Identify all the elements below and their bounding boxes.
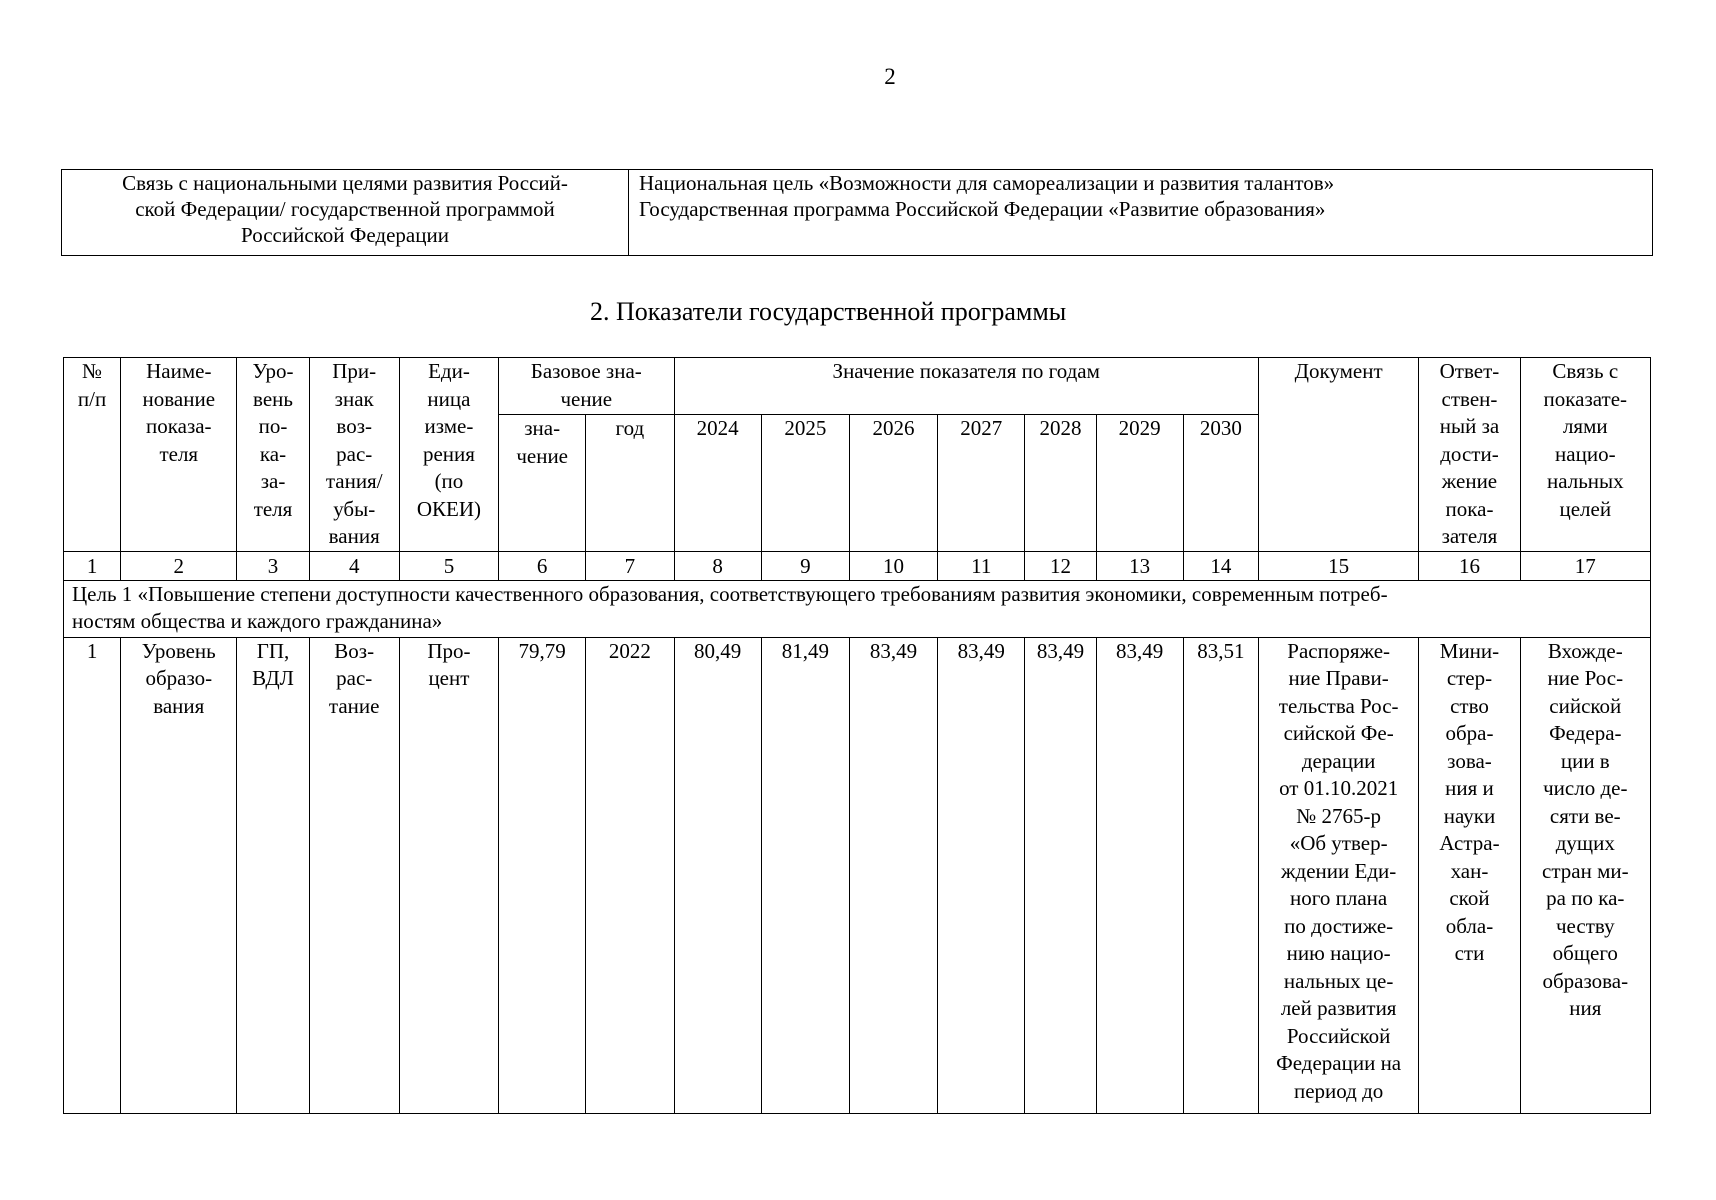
cell-line: ствен-: [1441, 386, 1498, 411]
cell-line: Еди-: [428, 359, 470, 383]
header-num: [64, 358, 121, 552]
cell-line: честву: [1555, 913, 1615, 938]
column-number: 6: [499, 551, 586, 580]
cell-line: Федера-: [1549, 721, 1622, 745]
cell-line: жение: [1441, 469, 1498, 493]
cell-line: год: [615, 416, 645, 441]
cell-line: вания: [328, 524, 380, 548]
cell-line: по достиже-: [1284, 913, 1394, 938]
cell-line: Астра-: [1439, 831, 1500, 855]
cell-line: дущих: [1555, 831, 1615, 855]
header-document: [1258, 358, 1418, 552]
cell-line: дерации: [1301, 748, 1376, 773]
cell-line: зателя: [1441, 524, 1498, 548]
column-number: 11: [938, 551, 1025, 580]
cell-line: ство: [1450, 693, 1489, 718]
cell-line: сяти ве-: [1549, 803, 1621, 828]
column-number: 2: [121, 551, 237, 580]
header-name: [121, 358, 237, 552]
cell-line: убы-: [333, 496, 376, 521]
cell-line: № 2765-р: [1296, 803, 1382, 828]
cell-line: сийской: [1549, 693, 1622, 718]
cell-line: нальных це-: [1283, 968, 1394, 993]
cell-line: ного плана: [1290, 886, 1388, 910]
cell-line: стер-: [1446, 666, 1493, 690]
cell-line: общего: [1552, 941, 1618, 965]
header-year: 2030: [1183, 415, 1258, 551]
cell-line: Связь с: [1552, 359, 1619, 383]
header-year: 2027: [938, 415, 1025, 551]
cell-line: по-: [258, 414, 288, 438]
cell-line: нацио-: [1555, 441, 1616, 466]
cell-line: ние Рос-: [1547, 666, 1624, 690]
cell-line: цент: [428, 666, 470, 690]
link-label-line: Связь с национальными целями развития Россий-: [122, 171, 568, 195]
cell-line: 80,49: [693, 638, 742, 663]
cell-line: рения: [422, 441, 475, 466]
cell-line: Документ: [1294, 359, 1383, 383]
cell-line: рас-: [336, 666, 373, 690]
goal-row: [64, 580, 1651, 637]
header-base-year: [586, 415, 674, 551]
cell-line: 83,49: [957, 638, 1005, 663]
cell-line: 83,49: [869, 638, 918, 663]
row-value-2025: [761, 637, 849, 1113]
cell-line: теля: [159, 441, 199, 466]
row-value-2026: [849, 637, 937, 1113]
cell-line: Наиме-: [146, 359, 212, 383]
cell-line: вания: [153, 693, 205, 718]
header-year: 2028: [1025, 415, 1096, 551]
link-value-cell: [629, 170, 1653, 256]
cell-line: тельства Рос-: [1278, 693, 1399, 718]
column-number: 12: [1025, 551, 1096, 580]
cell-line: 83,49: [1116, 638, 1164, 663]
cell-line: хан-: [1450, 858, 1489, 883]
column-number: 1: [64, 551, 121, 580]
column-number: 7: [586, 551, 674, 580]
header-year: 2025: [761, 415, 849, 551]
header-year: 2024: [674, 415, 761, 551]
column-number: 4: [309, 551, 399, 580]
cell-line: ние Прави-: [1288, 666, 1389, 690]
cell-line: тание: [328, 693, 380, 718]
link-label-line: ской Федерации/ государственной программой: [135, 197, 555, 221]
column-number: 8: [674, 551, 761, 580]
column-number: 10: [849, 551, 937, 580]
header-year: 2029: [1096, 415, 1183, 551]
cell-line: Распоряже-: [1287, 638, 1391, 663]
column-number: 16: [1419, 551, 1520, 580]
cell-line: №: [82, 359, 103, 383]
row-base-value: [499, 637, 586, 1113]
section-title: 2. Показатели государственной программы: [590, 297, 1067, 326]
row-sign: [309, 637, 399, 1113]
row-value-2029: [1096, 637, 1183, 1113]
row-document: [1258, 637, 1418, 1113]
header-unit: [399, 358, 498, 552]
row-value-2028: [1025, 637, 1096, 1113]
cell-line: ции в: [1560, 748, 1610, 773]
cell-line: 1: [86, 638, 98, 663]
cell-line: сийской Фе-: [1283, 721, 1394, 745]
link-value-line: Государственная программа Российской Федерации «Развитие образования»: [639, 197, 1326, 221]
cell-line: 83,51: [1197, 638, 1245, 663]
column-numbers-row: [64, 551, 1651, 580]
row-value-2030: [1183, 637, 1258, 1113]
row-link-goals: [1520, 637, 1650, 1113]
cell-line: тания/: [325, 469, 383, 493]
cell-line: теля: [253, 496, 293, 521]
column-number: 15: [1258, 551, 1418, 580]
cell-line: лей развития: [1280, 996, 1397, 1020]
cell-line: нальных: [1546, 469, 1624, 493]
page-number: 2: [884, 64, 896, 89]
cell-line: 79,79: [518, 638, 566, 663]
cell-line: ждении Еди-: [1281, 858, 1397, 883]
link-value-line: Национальная цель «Возможности для самореализации и развития талантов»: [639, 171, 1335, 195]
cell-line: от 01.10.2021: [1279, 776, 1399, 800]
header-link-goals: [1520, 358, 1650, 552]
cell-line: Воз-: [334, 638, 375, 663]
cell-line: ница: [427, 386, 471, 411]
row-name: [121, 637, 237, 1113]
column-number: 5: [399, 551, 498, 580]
cell-line: воз-: [336, 414, 372, 438]
column-number: 3: [237, 551, 309, 580]
cell-line: ния: [1569, 996, 1602, 1020]
cell-line: зна-: [524, 416, 561, 441]
cell-line: число де-: [1543, 776, 1628, 800]
row-num: [64, 637, 121, 1113]
cell-line: п/п: [77, 386, 107, 411]
cell-line: рас-: [336, 441, 373, 466]
row-responsible: [1419, 637, 1520, 1113]
header-level: [237, 358, 309, 552]
cell-line: Ответ-: [1439, 359, 1500, 383]
cell-line: изме-: [424, 414, 474, 438]
column-number: 17: [1520, 551, 1650, 580]
row-unit: [399, 637, 498, 1113]
cell-line: Цель 1 «Повышение степени доступности качественного образования, соответствующего требованиям развития экономики, современным потреб-: [72, 581, 1388, 606]
cell-line: ный за: [1439, 414, 1500, 438]
link-label-line: Российской Федерации: [241, 223, 449, 247]
cell-line: Базовое зна-: [530, 359, 642, 383]
cell-line: Вхожде-: [1547, 638, 1623, 663]
cell-line: 2022: [608, 638, 651, 663]
cell-line: науки: [1443, 803, 1496, 828]
cell-line: Российской: [1286, 1023, 1391, 1048]
cell-line: за-: [260, 469, 286, 493]
cell-line: ОКЕИ): [416, 496, 482, 521]
cell-line: Уро-: [252, 359, 294, 383]
cell-line: (по: [434, 469, 464, 493]
cell-line: нование: [142, 386, 216, 411]
cell-line: чение: [560, 386, 613, 411]
header-year: 2026: [849, 415, 937, 551]
header-years-group: Значение показателя по годам: [674, 358, 1258, 415]
cell-line: ской: [1449, 886, 1490, 910]
cell-line: чение: [516, 443, 569, 468]
cell-line: Про-: [427, 638, 471, 663]
cell-line: целей: [1559, 496, 1612, 521]
cell-line: нию нацио-: [1286, 941, 1391, 965]
row-value-2027: [938, 637, 1025, 1113]
cell-line: вень: [253, 386, 293, 411]
cell-line: обла-: [1445, 913, 1494, 938]
cell-line: зова-: [1447, 748, 1492, 773]
cell-line: ВДЛ: [252, 666, 294, 690]
cell-line: ка-: [259, 441, 287, 466]
row-level: [237, 637, 309, 1113]
cell-line: знак: [334, 386, 374, 411]
cell-line: период до: [1293, 1078, 1384, 1103]
header-base: [499, 358, 674, 415]
cell-line: обра-: [1445, 721, 1494, 745]
cell-line: Мини-: [1439, 638, 1500, 663]
row-base-year: [586, 637, 674, 1113]
cell-line: дости-: [1440, 441, 1499, 466]
cell-line: «Об утвер-: [1289, 831, 1388, 855]
column-number: 13: [1096, 551, 1183, 580]
row-value-2024: [674, 637, 761, 1113]
table-row: [64, 637, 1651, 1113]
cell-line: ра по ка-: [1546, 886, 1625, 910]
header-responsible: [1419, 358, 1520, 552]
cell-line: При-: [332, 359, 377, 383]
link-label-cell: [62, 170, 629, 256]
cell-line: пока-: [1445, 496, 1494, 521]
cell-line: ния и: [1445, 776, 1494, 800]
cell-line: ностям общества и каждого гражданина»: [72, 608, 443, 633]
national-goals-link-table: [61, 169, 1653, 256]
cell-line: сти: [1454, 941, 1485, 965]
cell-line: показате-: [1543, 386, 1628, 411]
cell-line: лями: [1562, 414, 1608, 438]
cell-line: образова-: [1542, 968, 1629, 993]
header-sign: [309, 358, 399, 552]
cell-line: Федерации на: [1276, 1051, 1402, 1075]
column-number: 14: [1183, 551, 1258, 580]
cell-line: 83,49: [1036, 638, 1085, 663]
cell-line: 81,49: [781, 638, 829, 663]
header-base-value: [499, 415, 586, 551]
cell-line: образо-: [145, 666, 213, 690]
column-number: 9: [761, 551, 849, 580]
cell-line: Уровень: [141, 638, 216, 663]
cell-line: ГП,: [256, 638, 290, 663]
cell-line: показа-: [146, 414, 212, 438]
indicators-table: [63, 357, 1651, 1114]
cell-line: стран ми-: [1542, 858, 1629, 883]
